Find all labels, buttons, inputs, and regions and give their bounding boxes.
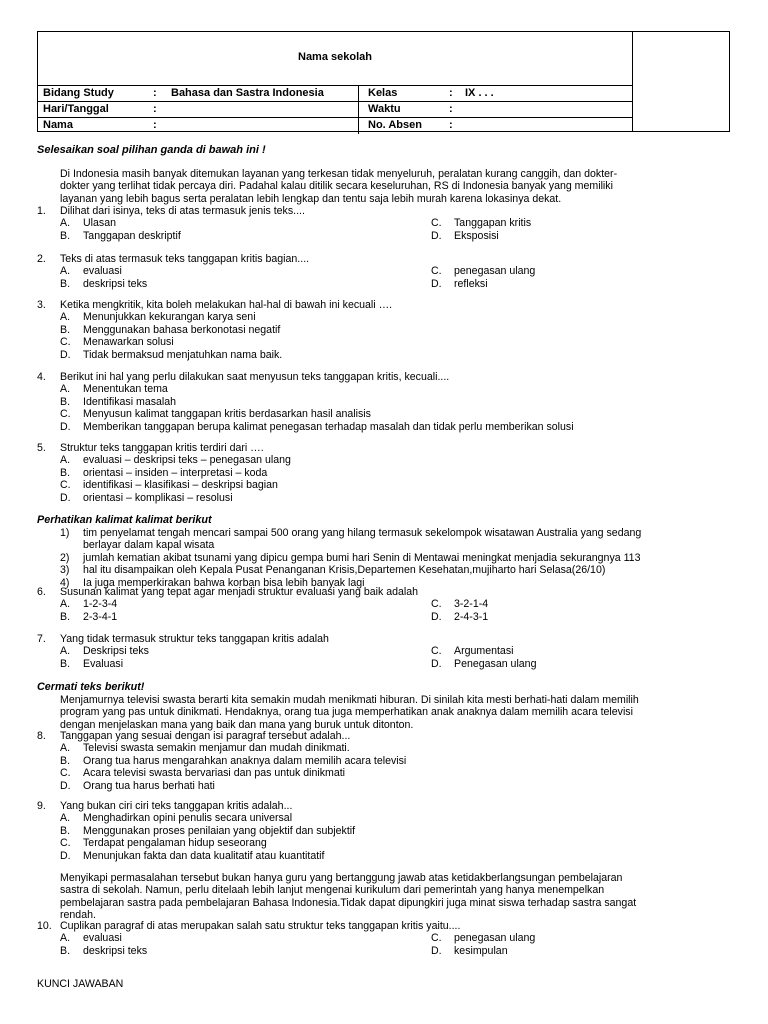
option-d: Memberikan tanggapan berupa kalimat penegasan terhadap masalah dan tidak perlu memberikan solusi [83, 420, 574, 433]
tv-paragraph: Menjamurnya televisi swasta berarti kita semakin mudah menikmati hiburan. Di sinilah kita mesti berhati-hati dalam memilih program yang pas untuk dinikmati. Hendaknya, orang tua juga memperhatikan anak anaknya dalam memilih acara televisi dengan menjelaskan mana yang baik dan mana yang buruk untuk ditonton. [60, 694, 639, 731]
section-heading-tv: Cermati teks berikut! [37, 681, 145, 693]
school-name: Nama sekolah [298, 51, 372, 63]
option-b: Orang tua harus mengarahkan anaknya dalam memilih acara televisi [83, 754, 407, 767]
option-d: Orang tua harus berhati hati [83, 779, 215, 792]
question-9: 9. Yang bukan ciri ciri teks tanggapan kritis adalah... A. Menghadirkan opini penulis secara universal B. Menggunakan proses penilaian yang objektif dan subjektif C. Terdapat pengalaman hidup seseorang D. Menunjukan fakta dan data kualitatif atau kuantitatif [37, 800, 356, 862]
option-d: Tidak bermaksud menjatuhkan nama baik. [83, 348, 283, 361]
question-8: 8. Tanggapan yang sesuai dengan isi paragraf tersebut adalah... A. Televisi swasta semakin menjamur dan mudah dinikmati. B. Orang tua harus mengarahkan anaknya dalam memilih acara televisi C. Acara televisi swasta bervariasi dan pas untuk dinikmati D. Orang tua harus berhati hati [37, 730, 407, 792]
option-b: orientasi – insiden – interpretasi – koda [83, 466, 268, 479]
absen-label: No. Absen [368, 119, 422, 131]
time-label: Waktu [368, 103, 401, 115]
option-a: Ulasan [83, 217, 116, 230]
option-a: evaluasi – deskripsi teks – penegasan ulang [83, 454, 291, 467]
statement-list [37, 527, 737, 589]
option-c: Menyusun kalimat tanggapan kritis berdasarkan hasil analisis [83, 408, 371, 421]
name-label: Nama [43, 119, 73, 131]
option-b: 2-3-4-1 [83, 610, 118, 623]
statement-1-cont: berlayar dalam kapal wisata [83, 539, 215, 552]
option-d: 2-4-3-1 [454, 610, 489, 623]
option-a: 1-2-3-4 [83, 598, 118, 611]
sastra-paragraph: Menyikapi permasalahan tersebut bukan hanya guru yang bertanggung jawab atas ketidakberlangsungan pembelajaran sastra di sekolah. Namun, perlu ditelaah lebih lanjut mengenai kurikulum dari pemerintah yang hanya menempelkan pembelajaran sastra pada pembelajaran Bahasa Indonesia.Tidak dapat dipungkiri juga minat siswa terhadap sastra sangat rendah. [60, 872, 637, 922]
header-row-subject: Bidang Study : Bahasa dan Sastra Indonesia Kelas : IX . . . [38, 85, 632, 101]
subject-value: Bahasa dan Sastra Indonesia [171, 87, 324, 99]
statement-4: 4) Ia juga memperkirakan bahwa korban bisa lebih banyak lagi [60, 576, 365, 589]
question-stem: Berikut ini hal yang perlu dilakukan saat menyusun teks tanggapan kritis, kecuali.... [60, 371, 450, 383]
question-stem: Teks di atas termasuk teks tanggapan kritis bagian.... [60, 253, 310, 265]
option-c: penegasan ulang [454, 265, 536, 278]
option-b: Identifikasi masalah [83, 395, 177, 408]
question-7: 7. Yang tidak termasuk struktur teks tanggapan kritis adalah A. Deskripsi teks C. Argumentasi B. Evaluasi D. Penegasan ulang [37, 633, 537, 670]
question-2: 2. Teks di atas termasuk teks tanggapan kritis bagian.... A. evaluasi C. penegasan ulang B. deskripsi teks D. refleksi [37, 253, 536, 290]
question-3: 3. Ketika mengkritik, kita boleh melakukan hal-hal di bawah ini kecuali …. A. Menunjukkan kekurangan karya seni B. Menggunakan bahasa berkonotasi negatif C. Menawarkan solusi D. Tidak bermaksud menjatuhkan nama baik. [37, 299, 393, 361]
option-b: Menggunakan bahasa berkonotasi negatif [83, 323, 281, 336]
question-stem: Struktur teks tanggapan kritis terdiri dari …. [60, 442, 264, 454]
header-row-name: Nama : No. Absen : [38, 117, 632, 133]
answer-key-heading: KUNCI JAWABAN [37, 978, 124, 990]
question-4: 4. Berikut ini hal yang perlu dilakukan saat menyusun teks tanggapan kritis, kecuali.... A. Menentukan tema B. Identifikasi masalah C. Menyusun kalimat tanggapan kritis berdasarkan hasil analisis D. Memberikan tanggapan berupa kalimat penegasan terhadap masalah dan tidak perlu memberikan solusi [37, 371, 574, 433]
header-divider [632, 32, 633, 132]
intro-paragraph: Di Indonesia masih banyak ditemukan layanan yang terkesan tidak menyeluruh, peralatan kurang canggih, dan dokter- dokter yang terlihat tidak percaya diri. Padahal kalau ditilik secara keseluruhan, RS di Indonesia banyak yang memiliki layanan yang lebih bagus serta peralatan lebih lengkap dan tentu saja lebih murah karena lokasinya dekat. [60, 168, 618, 205]
question-5: 5. Struktur teks tanggapan kritis terdiri dari …. A. evaluasi – deskripsi teks – penegasan ulang B. orientasi – insiden – interpretasi – koda C. identifikasi – klasifikasi – deskripsi bagian D. orientasi – komplikasi – resolusi [37, 442, 291, 504]
option-a: Menentukan tema [83, 383, 168, 396]
option-b: deskripsi teks [83, 277, 148, 290]
question-stem: Yang tidak termasuk struktur teks tanggapan kritis adalah [60, 633, 329, 645]
option-c: penegasan ulang [454, 932, 536, 945]
option-c: 3-2-1-4 [454, 598, 489, 611]
statement-3: 3) hal itu disampaikan oleh Kepala Pusat Penanganan Krisis,Departemen Kesehatan,mujiharto hari Selasa(26/10) [60, 564, 606, 577]
option-d: Menunjukan fakta dan data kualitatif atau kuantitatif [83, 849, 325, 862]
option-d: orientasi – komplikasi – resolusi [83, 491, 233, 504]
option-b: Menggunakan proses penilaian yang objektif dan subjektif [83, 824, 356, 837]
class-label: Kelas [368, 87, 398, 99]
instruction: Selesaikan soal pilihan ganda di bawah ini ! [37, 144, 266, 156]
option-c: Tanggapan kritis [454, 217, 532, 230]
question-stem: Yang bukan ciri ciri teks tanggapan kritis adalah... [60, 800, 293, 812]
question-stem: Cuplikan paragraf di atas merupakan salah satu struktur teks tanggapan kritis yaitu.... [60, 920, 461, 932]
question-10: 10. Cuplikan paragraf di atas merupakan salah satu struktur teks tanggapan kritis yaitu.... A. evaluasi C. penegasan ulang B. deskripsi teks D. kesimpulan [37, 920, 536, 957]
option-b: Evaluasi [83, 657, 124, 670]
option-b: deskripsi teks [83, 944, 148, 957]
option-d: Penegasan ulang [454, 657, 537, 670]
option-a: Televisi swasta semakin menjamur dan mudah dinikmati. [83, 742, 350, 755]
school-header-table [37, 31, 730, 132]
question-stem: Tanggapan yang sesuai dengan isi paragraf tersebut adalah... [60, 730, 351, 742]
statement-1: 1) tim penyelamat tengah mencari sampai 500 orang yang hilang termasuk sekelompok wisatawan Australia yang sedang [60, 527, 642, 539]
header-row-day: Hari/Tanggal : Waktu : [38, 101, 632, 117]
option-c: identifikasi – klasifikasi – deskripsi bagian [83, 479, 278, 492]
option-c: Acara televisi swasta bervariasi dan pas untuk dinikmati [83, 767, 346, 780]
question-stem: Dilihat dari isinya, teks di atas termasuk jenis teks.... [60, 205, 305, 217]
option-a: evaluasi [83, 265, 122, 278]
question-1: 1. Dilihat dari isinya, teks di atas termasuk jenis teks.... A. Ulasan C. Tanggapan kritis B. Tanggapan deskriptif D. Eksposisi [37, 205, 532, 242]
option-a: evaluasi [83, 932, 122, 945]
question-6: 6. Susunan kalimat yang tepat agar menjadi struktur evaluasi yang baik adalah A. 1-2-3-4 C. 3-2-1-4 B. 2-3-4-1 D. 2-4-3-1 [37, 586, 489, 623]
option-b: Tanggapan deskriptif [83, 229, 181, 242]
question-stem: Ketika mengkritik, kita boleh melakukan hal-hal di bawah ini kecuali …. [60, 299, 393, 311]
subject-label: Bidang Study [43, 87, 114, 99]
option-c: Terdapat pengalaman hidup seseorang [83, 837, 267, 850]
option-d: Eksposisi [454, 229, 499, 242]
day-label: Hari/Tanggal [43, 103, 109, 115]
option-a: Menunjukkan kekurangan karya seni [83, 311, 256, 324]
option-a: Deskripsi teks [83, 645, 149, 658]
question-stem: Susunan kalimat yang tepat agar menjadi struktur evaluasi yang baik adalah [60, 586, 419, 598]
option-c: Menawarkan solusi [83, 336, 174, 349]
option-a: Menghadirkan opini penulis secara universal [83, 812, 293, 825]
option-d: refleksi [454, 277, 488, 290]
section-heading-statements: Perhatikan kalimat kalimat berikut [37, 514, 212, 526]
option-d: kesimpulan [454, 944, 508, 957]
statement-2: 2) jumlah kematian akibat tsunami yang dipicu gempa bumi hari Senin di Mentawai meningkat menjadia sekurangnya 113 [60, 551, 641, 564]
class-value: IX . . . [465, 87, 494, 99]
option-c: Argumentasi [454, 645, 514, 658]
